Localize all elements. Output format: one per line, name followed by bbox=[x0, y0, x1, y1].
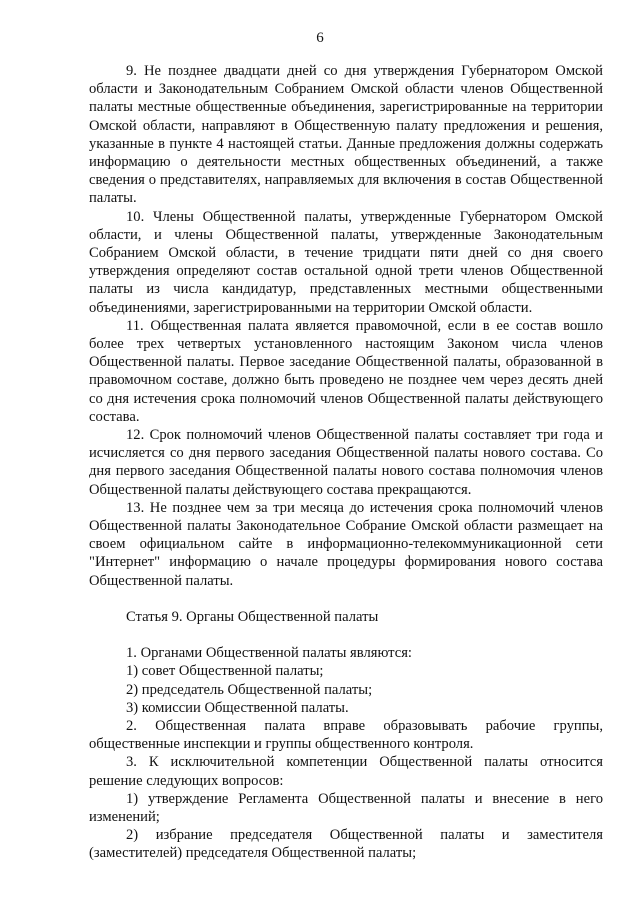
article-item-1-3: 3) комиссии Общественной палаты. bbox=[126, 699, 349, 716]
article-item-1-1: 1) совет Общественной палаты; bbox=[126, 663, 324, 680]
paragraph-11: 11. Общественная палата является правомочной, если в ее состав вошло более трех четвертых установленного настоящим Законом числа членов Общественной палаты. Первое заседание Общественной палаты, образованной в правомочном составе, должно быть проведено не позднее чем через десять дней со дня истечения срока полномочий членов Общественной палаты действующего состава. bbox=[89, 317, 603, 425]
document-body bbox=[89, 62, 603, 863]
article-item-3: 3. К исключительной компетенции Общественной палаты относится решение следующих вопросов: bbox=[89, 754, 603, 789]
article-title: Статья 9. Органы Общественной палаты bbox=[126, 608, 379, 625]
article-item-1-2: 2) председатель Общественной палаты; bbox=[126, 681, 373, 698]
paragraph-10: 10. Члены Общественной палаты, утвержденные Губернатором Омской области, и члены Общественной палаты, утвержденные Законодательным Собранием Омской области, в течение тридцати пяти дней со дня своего утверждения определяют состав остальной одной трети членов Общественной палаты из числа кандидатур, представленных местными общественными объединениями, зарегистрированными на территории Омской области. bbox=[89, 208, 603, 316]
article-item-2: 2. Общественная палата вправе образовывать рабочие группы, общественные инспекции и группы общественного контроля. bbox=[89, 717, 603, 753]
paragraph-13: 13. Не позднее чем за три месяца до истечения срока полномочий членов Общественной палаты Законодательное Собрание Омской области размещает на своем официальном сайте в информационно-телекоммуникационной сети "Интернет" информацию о начале процедуры формирования нового состава Общественной палаты. bbox=[89, 499, 603, 589]
page-number: 6 bbox=[316, 30, 324, 46]
article-item-1: 1. Органами Общественной палаты являются: bbox=[126, 645, 412, 662]
paragraph-12: 12. Срок полномочий членов Общественной палаты составляет три года и исчисляется со дня первого заседания Общественной палаты нового состава. Со дня первого заседания Общественной палаты нового состава полномочия членов Общественной палаты действующего состава прекращаются. bbox=[89, 427, 603, 498]
paragraph-9: 9. Не позднее двадцати дней со дня утверждения Губернатором Омской области и Законодательным Собранием Омской области членов Общественной палаты местные общественные объединения, зарегистрированные на территории Омской области, направляют в Общественную палату предложения и решения, указанные в пункте 4 настоящей статьи. Данные предложения должны содержать информацию о деятельности местных общественных объединений, а также сведения о представителях, направляемых для включения в состав Общественной палаты. bbox=[89, 63, 603, 207]
article-item-3-2: 2) избрание председателя Общественной палаты и заместителя (заместителей) председателя Общественной палаты; bbox=[89, 827, 603, 862]
article-item-3-1: 1) утверждение Регламента Общественной палаты и внесение в него изменений; bbox=[89, 790, 603, 825]
